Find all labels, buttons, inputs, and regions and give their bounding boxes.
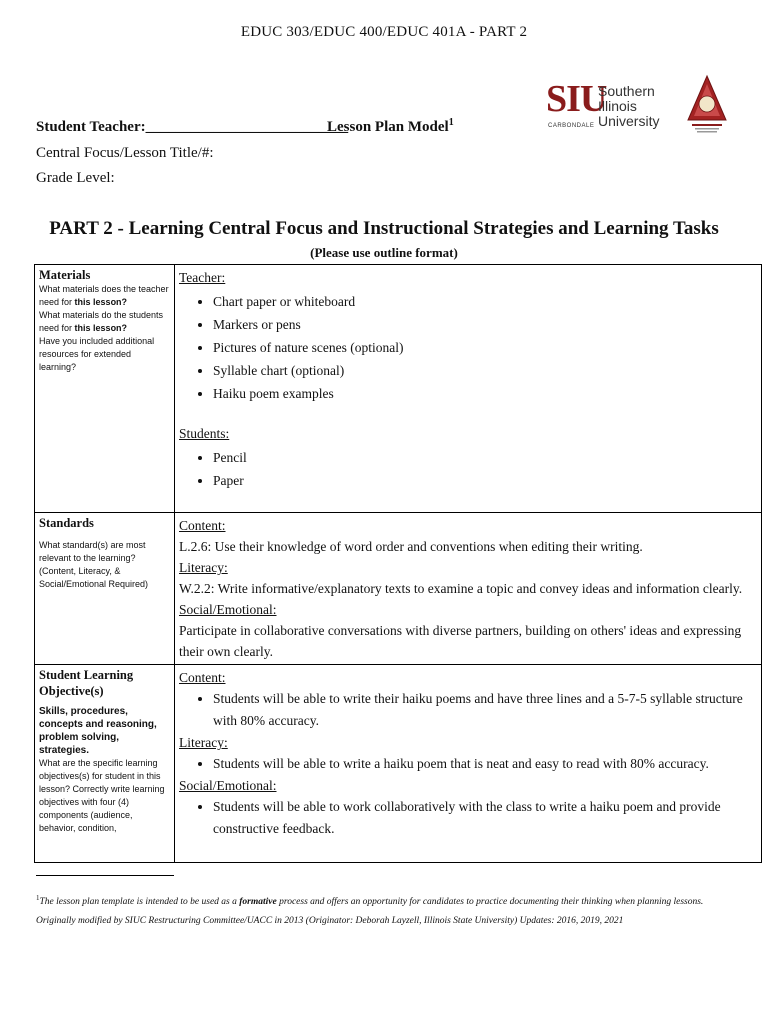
standards-social-label: Social/Emotional: [179,602,277,617]
teacher-education-triangle-logo [686,74,728,136]
footnote-text-after: process and offers an opportunity for candidates to practice documenting their thinking when planning lessons. Originally modified by SIUC Restructuring Committee/UACC in 2013 (Originator: Deborah Layzell, Illinois State University) Updates: 2016, 2019, 2021 [36,897,704,927]
materials-content-cell [175,265,762,513]
siu-logo [546,78,686,138]
lesson-plan-table [34,264,762,863]
standards-content-label: Content: [179,518,226,533]
standards-question-1: What standard(s) are most relevant to the learning? [39,540,146,563]
footnote-text-before: The lesson plan template is intended to be used as a [39,897,240,908]
standards-literacy-text: W.2.2: Write informative/explanatory texts to examine a topic and convey ideas and information clearly. [179,581,743,596]
objectives-literacy-list [179,753,757,775]
siu-logo-letters: SIU [546,78,607,120]
objectives-content-cell [175,665,762,863]
teacher-materials-label: Teacher: [179,270,226,285]
footnote-text-bold: formative [239,897,277,908]
standards-row [35,513,762,665]
part-title: PART 2 - Learning Central Focus and Instructional Strategies and Learning Tasks [49,218,719,239]
list-item: • Pencil [213,446,757,469]
materials-question-2 [39,309,170,335]
list-item: • Pictures of nature scenes (optional) [213,336,757,359]
siu-logo-name-line2: University [598,113,660,129]
objectives-row [35,665,762,863]
objectives-subheading: Skills, procedures, concepts and reasoning, problem solving, strategies. [39,706,157,756]
standards-label-cell [35,513,175,665]
list-item: • Chart paper or whiteboard [213,290,757,313]
objectives-literacy-label: Literacy: [179,735,228,750]
footnote-ref: 1 [448,117,454,128]
objectives-label-cell [35,665,175,863]
footnote-divider [36,875,174,876]
student-materials-label: Students: [179,426,230,441]
materials-q2-bold: this lesson? [74,323,128,333]
materials-question-1 [39,283,170,309]
lesson-plan-model-label [327,117,454,136]
central-focus-field: Central Focus/Lesson Title/#: [36,145,214,161]
student-materials-list [179,446,757,492]
list-item: • Haiku poem examples [213,382,757,405]
teacher-materials-list [179,290,757,405]
course-header: EDUC 303/EDUC 400/EDUC 401A - PART 2 [240,24,528,40]
objectives-social-label: Social/Emotional: [179,778,277,793]
objectives-question: What are the specific learning objectives(s) for student in this lesson? Correctly write learning objectives with four (4) components (audience, behavior, condition, [39,758,165,833]
materials-question-3: Have you included additional resources for extended learning? [39,336,155,372]
footnote [36,889,736,931]
siu-logo-campus: CARBONDALE [548,123,595,129]
materials-heading: Materials [39,268,91,282]
objectives-content-label: Content: [179,670,226,685]
materials-row [35,265,762,513]
standards-social-text: Participate in collaborative conversations with diverse partners, building on others' ideas and expressing their own clearly. [179,623,742,659]
standards-question-2: (Content, Literacy, & Social/Emotional Required) [39,566,149,589]
siu-logo-name [598,84,686,129]
list-item: • Syllable chart (optional) [213,359,757,382]
objectives-content-list [179,688,757,732]
materials-q1-bold: this lesson? [74,297,128,307]
part-subtitle: (Please use outline format) [310,245,458,260]
list-item: • Students will be able to write a haiku poem that is neat and easy to read with 80% accuracy. [213,753,757,775]
materials-q1-text: What materials does the teacher need for [39,284,169,307]
footnote-marker: 1 [36,894,40,902]
list-item: • Paper [213,469,757,492]
list-item: • Students will be able to work collaboratively with the class to write a haiku poem and provide constructive feedback. [213,796,757,840]
standards-literacy-label: Literacy: [179,560,228,575]
materials-q2-text: What materials do the students need for [39,310,164,333]
student-teacher-field: Student Teacher:___________________________ [36,119,349,135]
siu-logo-name-line1: Southern Illinois [598,83,655,114]
list-item: • Students will be able to write their haiku poems and have three lines and a 5-7-5 syllable structure with 80% accuracy. [213,688,757,732]
lesson-plan-model-text: Lesson Plan Model [327,119,449,135]
objectives-heading: Student Learning Objective(s) [39,668,134,698]
standards-content-cell [175,513,762,665]
grade-level-field: Grade Level: [36,170,115,186]
standards-heading: Standards [39,516,94,530]
objectives-social-list [179,796,757,840]
list-item: • Markers or pens [213,313,757,336]
materials-label-cell [35,265,175,513]
standards-content-text: L.2.6: Use their knowledge of word order and conventions when editing their writing. [179,539,643,554]
